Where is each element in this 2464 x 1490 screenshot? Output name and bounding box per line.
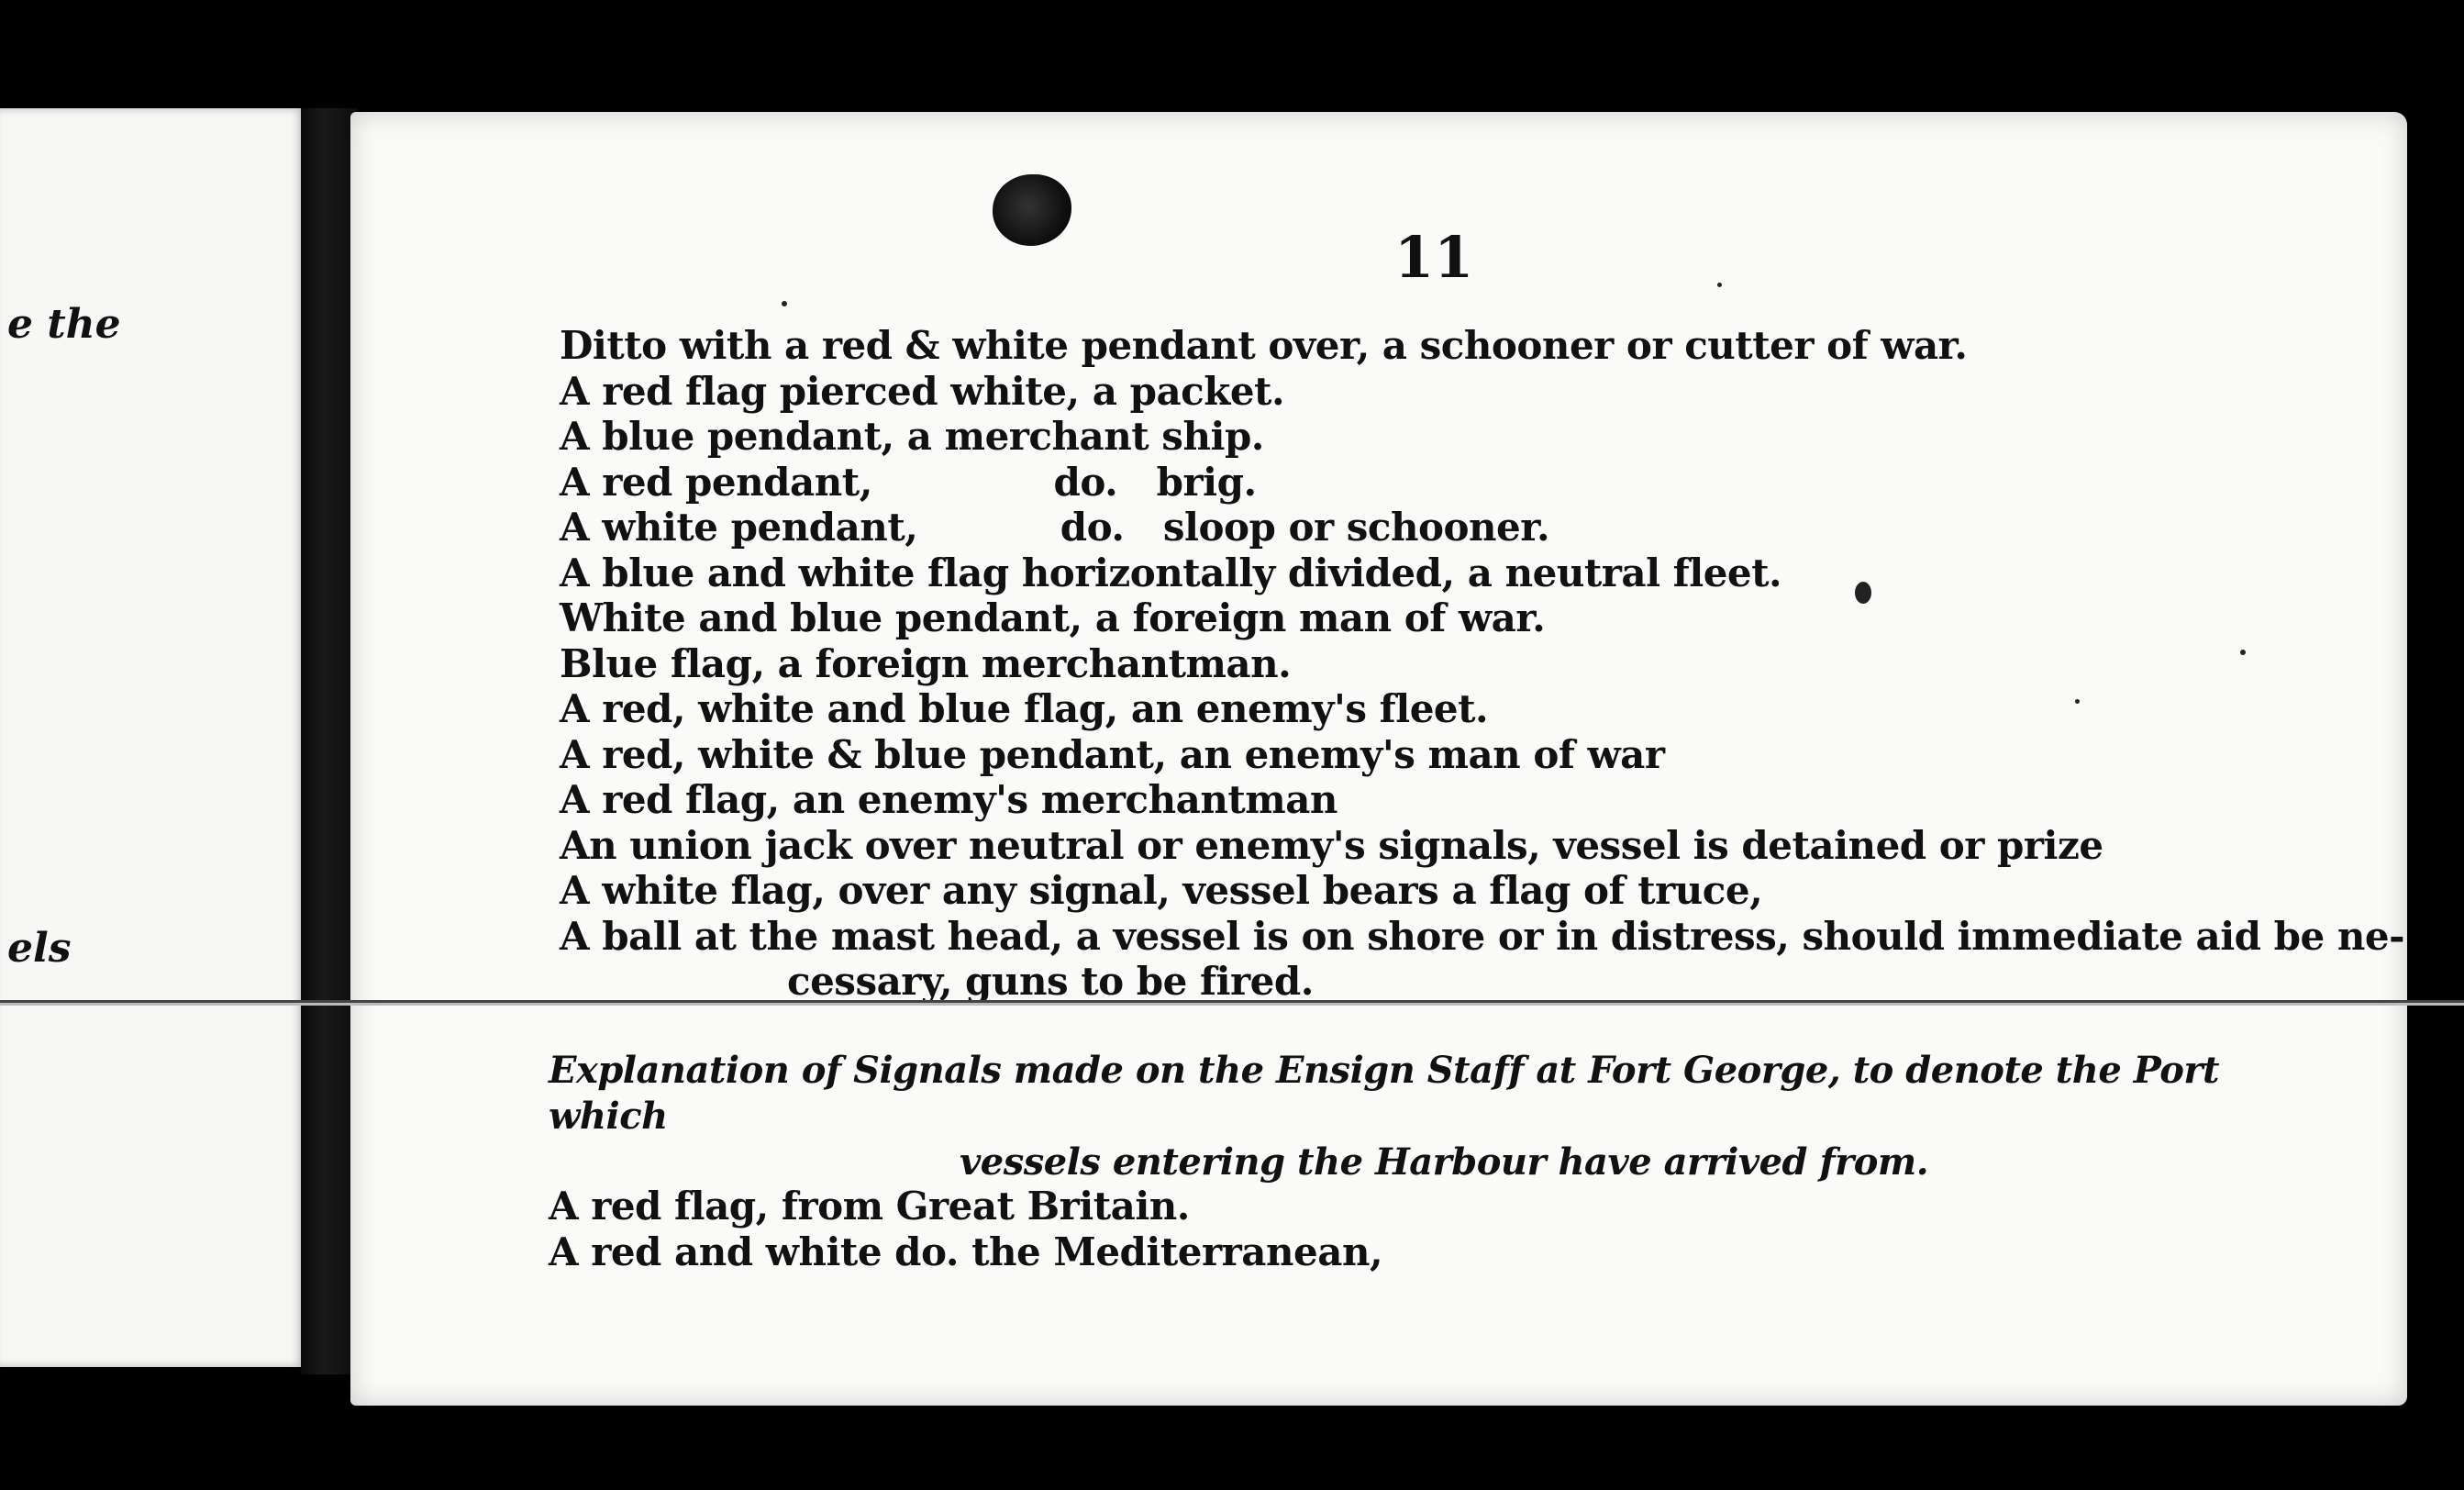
speck: [782, 301, 787, 306]
page-number: 11: [1394, 224, 1474, 291]
speck: [2240, 650, 2246, 655]
signal-line: A red, white & blue pendant, an enemy's man of war: [560, 731, 1665, 777]
signal-line: A blue pendant, a merchant ship.: [560, 414, 1264, 459]
signal-line: White and blue pendant, a foreign man of war.: [560, 595, 1546, 640]
page-fold-line: [0, 1000, 2464, 1003]
speck: [1855, 582, 1871, 604]
left-facing-page: [0, 108, 305, 1367]
port-signal-list: [549, 1184, 1382, 1275]
signal-line: Ditto with a red & white pendant over, a schooner or cutter of war.: [560, 323, 1968, 368]
signal-list: [560, 323, 2405, 1005]
left-page-fragment: els: [7, 925, 72, 972]
signal-line: A white flag, over any signal, vessel bears a flag of truce,: [560, 868, 1763, 913]
signal-line: A red flag pierced white, a packet.: [560, 368, 1285, 414]
speck: [2075, 699, 2080, 704]
signal-line: A blue and white flag horizontally divided, a neutral fleet.: [560, 550, 1782, 595]
document-page: [350, 112, 2407, 1406]
ink-blot: [993, 174, 1071, 246]
signal-line: A red pendant, do. brig.: [560, 459, 1257, 505]
signal-line: An union jack over neutral or enemy's signals, vessel is detained or prize: [560, 822, 2103, 868]
section-heading-line: Explanation of Signals made on the Ensign Staff at Fort George, to denote the Port which: [549, 1049, 2219, 1138]
signal-line: A ball at the mast head, a vessel is on shore or in distress, should immediate aid be ne-: [560, 913, 2405, 959]
section-heading-line: vessels entering the Harbour have arrived from.: [960, 1140, 1929, 1184]
signal-line: A red flag, an enemy's merchantman: [560, 777, 1337, 822]
port-signal-line: A red flag, from Great Britain.: [549, 1184, 1190, 1229]
book-spine: [301, 108, 358, 1374]
signal-line-continuation: cessary, guns to be fired.: [787, 959, 1314, 1004]
signal-line: A white pendant, do. sloop or schooner.: [560, 505, 1550, 550]
port-signal-line: A red and white do. the Mediterranean,: [549, 1229, 1383, 1274]
left-page-fragment: e the: [7, 301, 121, 348]
signal-line: A red, white and blue flag, an enemy's fleet.: [560, 686, 1489, 731]
section-heading: [549, 1048, 2292, 1185]
speck: [1717, 283, 1722, 287]
signal-line: Blue flag, a foreign merchantman.: [560, 640, 1292, 686]
